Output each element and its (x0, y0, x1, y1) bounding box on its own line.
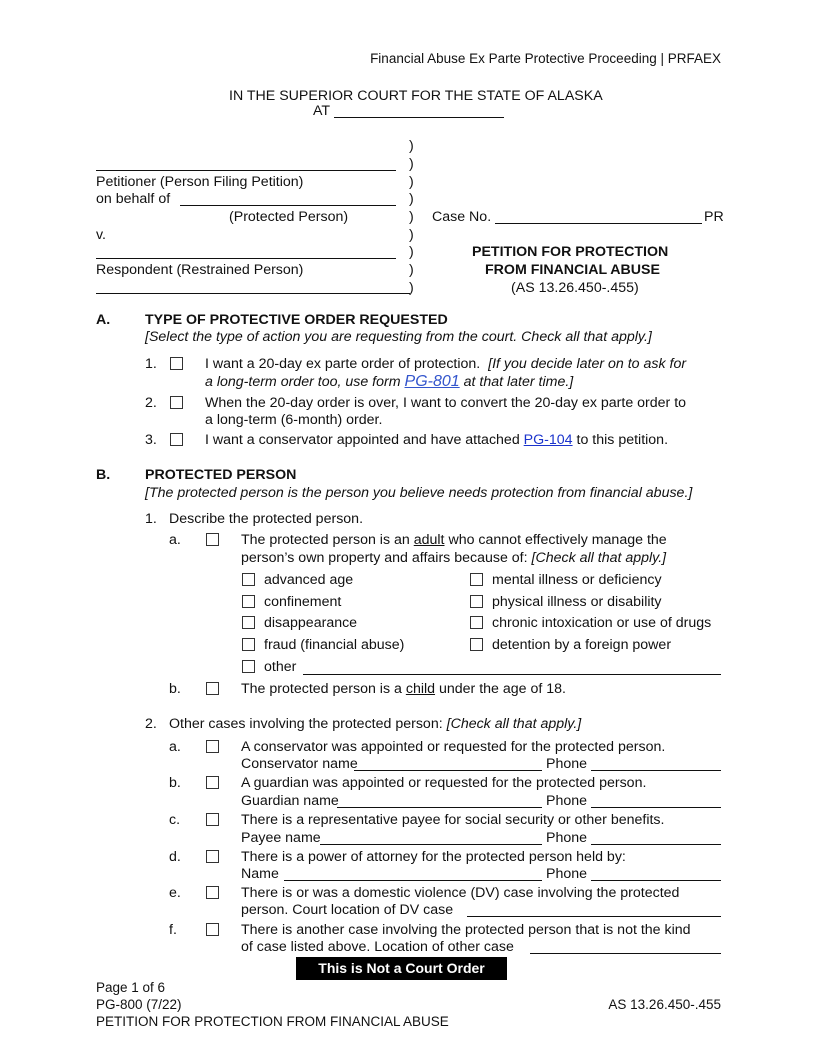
reason-label: other (264, 659, 297, 675)
conservator-name-field[interactable] (354, 770, 542, 771)
case-number-label: Case No. (432, 209, 492, 225)
a3-text-part: to this petition. (576, 432, 669, 448)
a1-note-part: at that later time.] (463, 374, 574, 390)
footer-page-number: Page 1 of 6 (96, 980, 166, 995)
b1b-child-term: child (405, 681, 436, 697)
dv-court-location-field[interactable] (467, 916, 721, 917)
pg-104-link[interactable]: PG-104 (523, 432, 573, 448)
a3-conservator-checkbox[interactable] (170, 433, 183, 446)
b1b-letter: b. (169, 681, 181, 697)
poa-name-field[interactable] (284, 880, 542, 881)
document-title-line2: FROM FINANCIAL ABUSE (485, 262, 660, 278)
respondent-label: Respondent (Restrained Person) (96, 262, 304, 278)
versus-label: v. (96, 227, 106, 243)
reason-label: chronic intoxication or use of drugs (492, 615, 712, 631)
reason-physical-illness-checkbox[interactable] (470, 595, 483, 608)
reason-other-field[interactable] (303, 674, 721, 675)
b1a-text-line2 (241, 550, 666, 567)
b2f-other-case-checkbox[interactable] (206, 923, 219, 936)
b2c-text: There is a representative payee for social security or other benefits. (241, 812, 665, 828)
payee-name-field[interactable] (320, 844, 542, 845)
a3-text-part: I want a conservator appointed and have attached (205, 432, 520, 448)
not-court-order-banner: This is Not a Court Order (296, 957, 507, 980)
reason-label: detention by a foreign power (492, 637, 672, 653)
b2b-guardian-checkbox[interactable] (206, 776, 219, 789)
b2a-letter: a. (169, 739, 181, 755)
b2e-text-line1: There is or was a domestic violence (DV) case involving the protected (241, 885, 680, 901)
payee-phone-field[interactable] (591, 844, 721, 845)
b2d-name-label: Name (241, 866, 279, 882)
b2c-phone-label: Phone (546, 830, 588, 846)
section-b-instruction: [The protected person is the person you believe needs protection from financial abuse.] (145, 485, 693, 501)
b2b-text: A guardian was appointed or requested for the protected person. (241, 775, 647, 791)
b2c-payee-checkbox[interactable] (206, 813, 219, 826)
b2f-text-line1: There is another case involving the protected person that is not the kind (241, 922, 691, 938)
b2d-phone-label: Phone (546, 866, 588, 882)
caption-paren: ) (409, 280, 414, 296)
b2a-conservator-checkbox[interactable] (206, 740, 219, 753)
a2-text-line2: a long-term (6-month) order. (205, 412, 383, 428)
caption-paren: ) (409, 227, 414, 243)
b1a-text-part: The protected person is an (241, 532, 410, 548)
reason-label: advanced age (264, 572, 354, 588)
a3-number: 3. (145, 432, 157, 448)
b2f-text-line2: of case listed above. Location of other case (241, 939, 514, 955)
b2b-name-label: Guardian name (241, 793, 339, 809)
reason-foreign-detention-checkbox[interactable] (470, 638, 483, 651)
a1-note: [If you decide later on to ask for (488, 356, 687, 372)
b2b-phone-label: Phone (546, 793, 588, 809)
b2e-dv-checkbox[interactable] (206, 886, 219, 899)
a1-text (205, 356, 686, 373)
reason-disappearance-checkbox[interactable] (242, 616, 255, 629)
protected-person-name-field[interactable] (180, 205, 396, 206)
b1b-child-checkbox[interactable] (206, 682, 219, 695)
reason-label: physical illness or disability (492, 594, 662, 610)
other-case-location-field[interactable] (530, 953, 721, 954)
caption-paren: ) (409, 174, 414, 190)
b2e-text-line2: person. Court location of DV case (241, 902, 454, 918)
a1-note-part: a long-term order too, use form (205, 374, 401, 390)
guardian-phone-field[interactable] (591, 807, 721, 808)
caption-paren: ) (409, 209, 414, 225)
b2c-letter: c. (169, 812, 181, 828)
reason-confinement-checkbox[interactable] (242, 595, 255, 608)
section-a-letter: A. (96, 312, 111, 328)
b2c-name-label: Payee name (241, 830, 321, 846)
conservator-phone-field[interactable] (591, 770, 721, 771)
b1a-adult-term: adult (413, 532, 445, 548)
reason-label: fraud (financial abuse) (264, 637, 405, 653)
reason-advanced-age-checkbox[interactable] (242, 573, 255, 586)
b2e-letter: e. (169, 885, 181, 901)
b2b-letter: b. (169, 775, 181, 791)
b2a-text: A conservator was appointed or requested for the protected person. (241, 739, 666, 755)
b1a-note: [Check all that apply.] (531, 550, 667, 566)
footer-form-number: PG-800 (7/22) (96, 997, 182, 1012)
caption-paren: ) (409, 138, 414, 154)
poa-phone-field[interactable] (591, 880, 721, 881)
b2d-letter: d. (169, 849, 181, 865)
b2a-name-label: Conservator name (241, 756, 358, 772)
reason-mental-illness-checkbox[interactable] (470, 573, 483, 586)
reason-label: confinement (264, 594, 342, 610)
form-header-title: Financial Abuse Ex Parte Protective Proceeding | PRFAEX (370, 51, 721, 66)
reason-intoxication-checkbox[interactable] (470, 616, 483, 629)
a1-note-line2 (205, 373, 573, 391)
a1-number: 1. (145, 356, 157, 372)
section-b-letter: B. (96, 467, 111, 483)
reason-other-checkbox[interactable] (242, 660, 255, 673)
b1b-text (241, 681, 566, 698)
section-b-heading: PROTECTED PERSON (145, 467, 297, 483)
b2-number: 2. (145, 716, 157, 732)
pg-801-link[interactable]: PG-801 (404, 373, 460, 390)
case-number-suffix: PR (704, 209, 724, 225)
court-at-label: AT (313, 103, 331, 119)
b2-text-main: Other cases involving the protected person: (169, 716, 443, 732)
respondent-address-field[interactable] (96, 293, 410, 294)
b1a-adult-checkbox[interactable] (206, 533, 219, 546)
reason-label: disappearance (264, 615, 358, 631)
guardian-name-field[interactable] (337, 807, 542, 808)
b1-number: 1. (145, 511, 157, 527)
court-name: IN THE SUPERIOR COURT FOR THE STATE OF ALASKA (229, 88, 603, 104)
b2d-poa-checkbox[interactable] (206, 850, 219, 863)
a2-text-line1: When the 20-day order is over, I want to convert the 20-day ex parte order to (205, 395, 687, 411)
document-title-line1: PETITION FOR PROTECTION (472, 244, 669, 260)
b2-text (169, 716, 581, 733)
a3-text (205, 432, 668, 449)
b1-text: Describe the protected person. (169, 511, 364, 527)
respondent-name-field[interactable] (96, 258, 396, 259)
petitioner-name-field[interactable] (96, 170, 396, 171)
b1a-letter: a. (169, 532, 181, 548)
a1-text-main: I want a 20-day ex parte order of protection. (205, 356, 481, 372)
b1a-text-part: who cannot effectively manage the (448, 532, 667, 548)
court-location-field[interactable] (334, 117, 504, 118)
b1a-text-line1 (241, 532, 667, 549)
protected-person-label: (Protected Person) (229, 209, 349, 225)
section-a-heading: TYPE OF PROTECTIVE ORDER REQUESTED (145, 312, 448, 328)
caption-paren: ) (409, 262, 414, 278)
petitioner-label: Petitioner (Person Filing Petition) (96, 174, 304, 190)
b2d-text: There is a power of attorney for the protected person held by: (241, 849, 626, 865)
a2-long-term-checkbox[interactable] (170, 396, 183, 409)
footer-form-title: PETITION FOR PROTECTION FROM FINANCIAL ABUSE (96, 1014, 449, 1029)
caption-paren: ) (409, 244, 414, 260)
b2f-letter: f. (169, 922, 177, 938)
case-number-field[interactable] (495, 223, 702, 224)
b1a-text-part: person’s own property and affairs because of: (241, 550, 528, 566)
b1b-text-part: The protected person is a (241, 681, 402, 697)
b2-note: [Check all that apply.] (446, 716, 582, 732)
caption-paren: ) (409, 156, 414, 172)
reason-fraud-checkbox[interactable] (242, 638, 255, 651)
a1-ex-parte-checkbox[interactable] (170, 357, 183, 370)
reason-label: mental illness or deficiency (492, 572, 662, 588)
on-behalf-label: on behalf of (96, 191, 171, 207)
a2-number: 2. (145, 395, 157, 411)
document-statute: (AS 13.26.450-.455) (511, 280, 639, 296)
footer-statute: AS 13.26.450-.455 (608, 997, 721, 1012)
b2a-phone-label: Phone (546, 756, 588, 772)
section-a-instruction: [Select the type of action you are requesting from the court. Check all that apply.] (145, 329, 652, 345)
caption-paren: ) (409, 191, 414, 207)
b1b-text-part: under the age of 18. (438, 681, 566, 697)
